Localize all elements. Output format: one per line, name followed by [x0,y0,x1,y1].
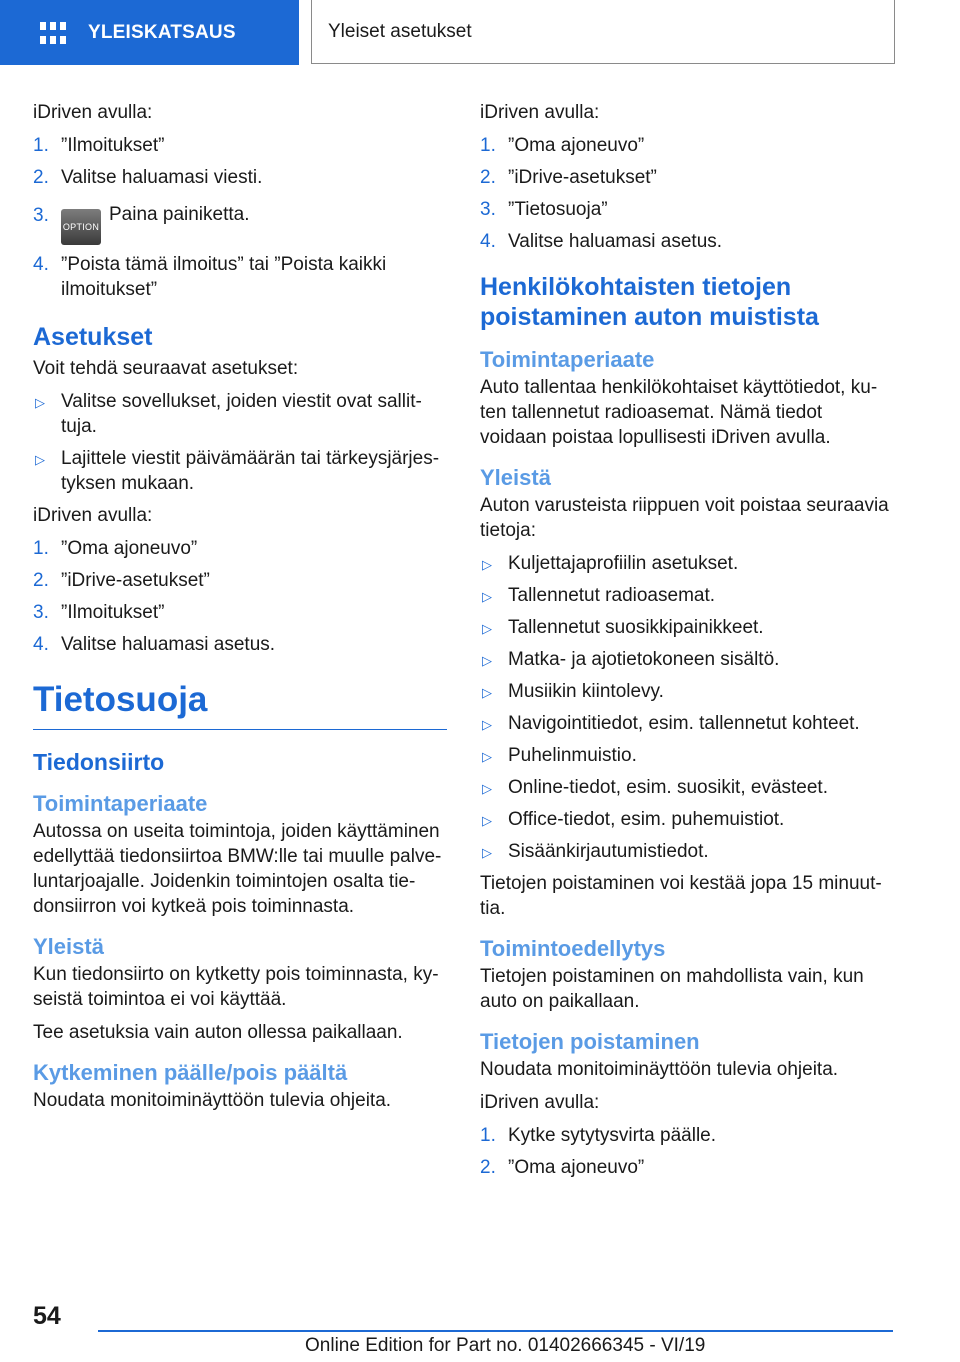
footer-edition: Online Edition for Part no. 01402666345 - VI/19 [305,1335,706,1356]
heading-kytkeminen: Kytkeminen päälle/pois päältä [33,1060,348,1085]
option-button-icon: OPTION [61,209,101,245]
heading-yleista: Yleistä [33,934,104,959]
heading-toimintaperiaate: Toimintaperiaate [33,791,208,816]
section-title: YLEISKATSAUS [88,21,236,43]
triangle-right-outline-icon: ▷ [482,685,492,700]
triangle-right-outline-icon: ▷ [482,653,492,668]
heading-yleista-right: Yleistä [480,465,551,490]
yleista-text-right: Auton varusteista riippuen voit poistaa seuraavia tietoja: [480,495,889,541]
triangle-right-outline-icon: ▷ [482,557,492,572]
triangle-right-outline-icon: ▷ [482,845,492,860]
idrive-intro: iDriven avulla: [33,102,153,123]
heading-asetukset: Asetukset [33,323,153,351]
steps-list-right: 1. ”Oma ajoneuvo” 2. ”iDrive-asetukset” 3. ”Tietosuoja” 4. Valitse haluamasi asetus. [480,135,723,252]
data-bullets: ▷ Kuljettajaprofiilin asetukset. ▷ Tallennetut radioasemat. ▷ Tallennetut suosikkipainikkeet. ▷ Matka- ja ajotietokoneen sisältö. ▷ Musiikin kiintolevy. ▷ Navigointitiedot, esim. tallennetut kohteet. ▷ Puhelinmuistio. ▷ Online-tiedot, esim. suosikit, evästeet. ▷ Office-tiedot, esim. puhemuistiot. ▷ Sisäänkirjautumistiedot. [480,551,894,864]
grid-icon [40,22,66,44]
idrive-intro-right: iDriven avulla: [480,102,600,123]
toimintaperiaate-text: Autossa on useita toimintoja, joiden käyttäminen edellyttää tiedonsiirtoa BMW:lle tai muulle palveluntarjoajalle. Joidenkin toimintojen osalta tiedonsiirron voi kytkeä pois toiminnasta. [33,821,442,917]
heading-tietojen-poistaminen-muistista: Henkilökohtaisten tietojen poistaminen auton muistista [480,273,819,331]
toimintoedellytys-text: Tietojen poistaminen on mahdollista vain, kun auto on paikallaan. [480,966,864,1012]
steps-list-2: 1. ”Oma ajoneuvo” 2. ”iDrive-asetukset” 3. ”Ilmoitukset” 4. Valitse haluamasi asetus. [33,538,276,655]
asetukset-bullets: ▷ Valitse sovellukset, joiden viestit ovat sallittuja. ▷ Lajittele viestit päivämäärän tai tärkeysjärjestyksen mukaan. [35,391,440,494]
idrive-intro-right-2: iDriven avulla: [480,1092,600,1113]
heading-toimintaperiaate-right: Toimintaperiaate [480,347,655,372]
poistaminen-text: Noudata monitoiminäyttöön tulevia ohjeita. [480,1059,839,1080]
page-number: 54 [33,1302,61,1330]
header-section-tab[interactable] [0,0,299,65]
triangle-right-outline-icon: ▷ [35,452,45,467]
heading-tietosuoja: Tietosuoja [33,679,447,730]
chapter-title: Yleiset asetukset [328,20,472,42]
triangle-right-outline-icon: ▷ [482,781,492,796]
right-column [480,100,894,1187]
triangle-right-outline-icon: ▷ [482,621,492,636]
footer-divider [98,1330,893,1332]
heading-tietojen-poistaminen: Tietojen poistaminen [480,1029,700,1054]
toimintaperiaate-text-right: Auto tallentaa henkilökohtaiset käyttötiedot, kuten tallennetut radioasemat. Nämä tiedot voidaan poistaa lopullisesti iDriven avulla. [480,377,878,448]
heading-tiedonsiirto: Tiedonsiirto [33,749,165,775]
triangle-right-outline-icon: ▷ [482,749,492,764]
idrive-intro-2: iDriven avulla: [33,505,153,526]
asetukset-intro: Voit tehdä seuraavat asetukset: [33,358,299,379]
heading-toimintoedellytys: Toimintoedellytys [480,936,666,961]
triangle-right-outline-icon: ▷ [482,813,492,828]
duration-text: Tietojen poistaminen voi kestää jopa 15 minuuttia. [480,873,882,919]
triangle-right-outline-icon: ▷ [35,395,45,410]
kytkeminen-text: Noudata monitoiminäyttöön tulevia ohjeita. [33,1090,392,1111]
steps-list: 1. ”Ilmoitukset” 2. Valitse haluamasi viesti. 3. OPTIONPaina painiketta. 4. ”Poista tämä ilmoitus” tai ”Poista kaikki ilmoitukset” [33,135,387,300]
header-chapter [311,0,895,64]
left-column [33,100,447,1121]
yleista-text-2: Tee asetuksia vain auton ollessa paikallaan. [33,1022,403,1043]
triangle-right-outline-icon: ▷ [482,589,492,604]
triangle-right-outline-icon: ▷ [482,717,492,732]
steps-list-right-2: 1. Kytke sytytysvirta päälle. 2. ”Oma ajoneuvo” [480,1125,717,1178]
yleista-text-1: Kun tiedonsiirto on kytketty pois toiminnasta, kyseistä toimintoa ei voi käyttää. [33,964,439,1010]
